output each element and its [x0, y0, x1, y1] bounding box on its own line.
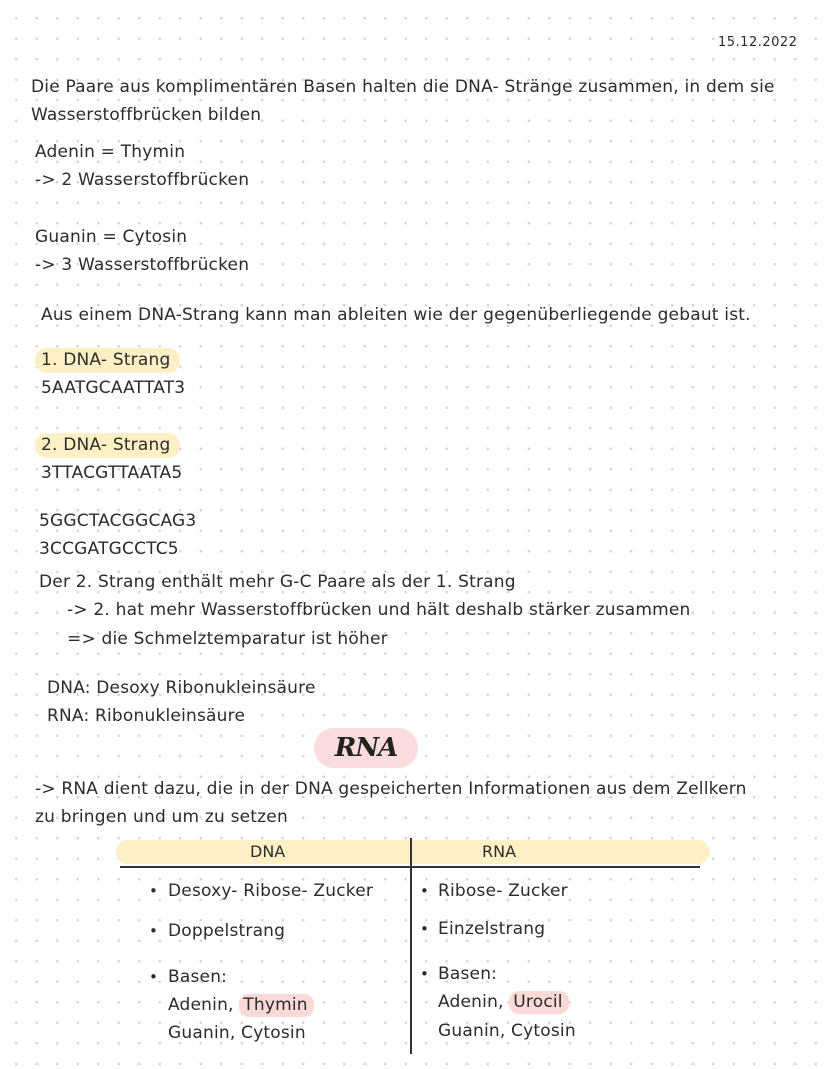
rna-purpose-line-1: -> RNA dient dazu, die in der DNA gespeicherten Informationen aus dem Zellkern [35, 779, 747, 799]
bullet-dna-strand: • [149, 922, 158, 940]
rna-base-adenin: Adenin, [438, 992, 504, 1012]
note-date: 15.12.2022 [718, 35, 798, 50]
table-header-dna: DNA [250, 842, 286, 861]
rna-purpose-line-2: zu bringen und um zu setzen [35, 807, 288, 827]
conclusion-line-1: Der 2. Strang enthält mehr G-C Paare als der 1. Strang [39, 572, 516, 592]
intro-line-2: Wasserstoffbrücken bilden [31, 105, 262, 125]
conclusion-line-3: => die Schmelztemparatur ist höher [67, 629, 388, 649]
example-seq-1: 5GGCTACGGCAG3 [39, 511, 197, 531]
dna-bases-line-1 [168, 994, 314, 1016]
rna-bases-line-1 [438, 991, 569, 1013]
dna-bases-label: Basen: [168, 967, 228, 987]
dna-base-adenin: Adenin, [168, 995, 234, 1015]
bullet-rna-sugar: • [420, 882, 429, 900]
example-seq-2: 3CCGATGCCTC5 [39, 539, 179, 559]
bullet-dna-bases: • [149, 968, 158, 986]
dna-base-thymin: Thymin [239, 994, 313, 1017]
bonds-gc: -> 3 Wasserstoffbrücken [35, 255, 250, 275]
intro-line-1: Die Paare aus komplimentären Basen halten die DNA- Stränge zusammen, in dem sie [31, 77, 775, 97]
table-header-rna: RNA [482, 842, 517, 861]
section-title: RNA [334, 733, 398, 763]
pair-gc: Guanin = Cytosin [35, 227, 188, 247]
strand2-label-highlight: 2. DNA- Strang [35, 433, 180, 458]
bullet-rna-strand: • [420, 920, 429, 938]
rna-bases-line-2: Guanin, Cytosin [438, 1021, 576, 1041]
dna-bases-line-2: Guanin, Cytosin [168, 1023, 306, 1043]
strand1-sequence: 5AATGCAATTAT3 [41, 378, 186, 398]
strand2-label [41, 434, 180, 456]
bullet-rna-bases: • [420, 965, 429, 983]
rna-strand: Einzelstrang [438, 919, 546, 939]
strand1-label [41, 349, 180, 371]
abbrev-rna: RNA: Ribonukleinsäure [47, 706, 246, 726]
strand2-sequence: 3TTACGTTAATA5 [41, 463, 183, 483]
dna-sugar: Desoxy- Ribose- Zucker [168, 881, 374, 901]
conclusion-line-2: -> 2. hat mehr Wasserstoffbrücken und hält deshalb stärker zusammen [67, 600, 691, 620]
abbrev-dna: DNA: Desoxy Ribonukleinsäure [47, 678, 316, 698]
rna-bases-label: Basen: [438, 964, 498, 984]
table-header-highlight [116, 840, 710, 864]
pair-at: Adenin = Thymin [35, 142, 186, 162]
rna-base-urocil: Urocil [509, 991, 568, 1014]
rna-sugar: Ribose- Zucker [438, 881, 568, 901]
bullet-dna-sugar: • [149, 882, 158, 900]
table-horizontal-divider [120, 866, 700, 868]
derive-text: Aus einem DNA-Strang kann man ableiten wie der gegenüberliegende gebaut ist. [41, 305, 751, 325]
strand1-label-highlight: 1. DNA- Strang [35, 348, 180, 373]
table-vertical-divider [410, 838, 412, 1054]
bonds-at: -> 2 Wasserstoffbrücken [35, 170, 250, 190]
dna-strand: Doppelstrang [168, 921, 286, 941]
